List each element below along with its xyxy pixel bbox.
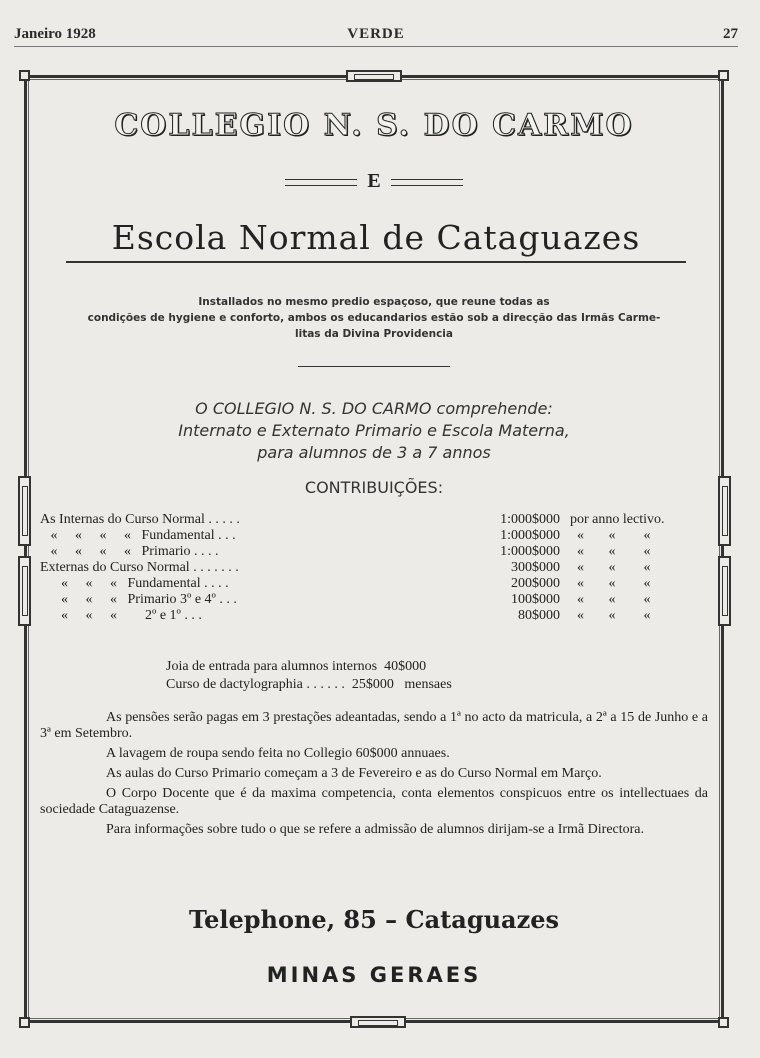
fee-description: « « « « Primario . . . . (40, 544, 219, 559)
information-paragraphs (40, 710, 708, 842)
intro-line: litas da Divina Providencia (295, 328, 453, 340)
info-paragraph: As pensões serão pagas em 3 prestações adeantadas, sendo a 1ª no acto da matricula, a 2ª a 15 de Junho e a 3ª em Setembro. (40, 710, 708, 741)
frame-corner-ornament (718, 1017, 729, 1028)
fee-row (40, 544, 708, 560)
fee-amount: 1:000$000 (500, 544, 560, 559)
extra-fee-line: Curso de dactylographia . . . . . . 25$000 mensaes (166, 677, 452, 692)
extra-fees (166, 658, 452, 694)
fee-amount: 1:000$000 (500, 512, 560, 527)
description-line: para alumnos de 3 a 7 annos (257, 443, 491, 462)
description-line: Internato e Externato Primario e Escola Materna, (178, 421, 570, 440)
intro-line: Installados no mesmo predio espaçoso, que reune todas as (198, 296, 550, 308)
telephone-line: Telephone, 85 – Cataguazes (188, 905, 560, 934)
frame-left-ornament (18, 556, 31, 626)
frame-bottom-ornament (350, 1016, 406, 1028)
title-connector: E (367, 170, 381, 192)
info-paragraph: As aulas do Curso Primario começam a 3 de Fevereiro e as do Curso Normal em Março. (106, 766, 602, 781)
fee-row (40, 576, 708, 592)
fee-amount: 200$000 (511, 576, 560, 591)
fee-period: « « « (570, 560, 651, 575)
college-title: COLLEGIO N. S. DO CARMO (114, 108, 634, 143)
extra-fee-line: Joia de entrada para alumnos internos 40$000 (166, 659, 427, 674)
frame-corner-ornament (19, 70, 30, 81)
fee-description: As Internas do Curso Normal . . . . . (40, 512, 240, 527)
state-name: MINAS GERAES (266, 963, 482, 987)
frame-top-ornament (346, 70, 402, 82)
fee-row (40, 528, 708, 544)
school-title: Escola Normal de Cataguazes (66, 218, 686, 263)
header-page-number: 27 (723, 26, 738, 42)
fee-description: « « « 2º e 1º . . . (40, 608, 202, 623)
fee-amount: 300$000 (511, 560, 560, 575)
fee-row (40, 512, 708, 528)
fee-period: « « « (570, 608, 651, 623)
info-paragraph: A lavagem de roupa sendo feita no Collegio 60$000 annuaes. (106, 746, 450, 761)
fee-row (40, 592, 708, 608)
fee-period: « « « (570, 592, 651, 607)
fee-amount: 1:000$000 (500, 528, 560, 543)
description-line: O COLLEGIO N. S. DO CARMO comprehende: (195, 399, 553, 418)
fee-description: « « « « Fundamental . . . (40, 528, 236, 543)
fee-row (40, 608, 708, 624)
intro-line: condições de hygiene e conforto, ambos os educandarios estão sob a direcção das Irmãs Carme- (87, 312, 661, 324)
fee-period: por anno lectivo. (570, 512, 665, 527)
fee-period: « « « (570, 528, 651, 543)
frame-right-ornament (718, 476, 731, 546)
double-rule-right (391, 179, 463, 186)
fee-amount: 100$000 (511, 592, 560, 607)
header-date: Janeiro 1928 (14, 26, 96, 42)
title-connector-row (40, 170, 708, 193)
fee-period: « « « (570, 576, 651, 591)
fee-period: « « « (570, 544, 651, 559)
frame-corner-ornament (718, 70, 729, 81)
info-paragraph: O Corpo Docente que é da maxima competencia, conta elementos conspicuos entre os intellectuaes da sociedade Cataguazense. (40, 786, 708, 817)
frame-corner-ornament (19, 1017, 30, 1028)
fee-amount: 80$000 (518, 608, 560, 623)
frame-left-ornament (18, 476, 31, 546)
fee-description: « « « Fundamental . . . . (40, 576, 229, 591)
frame-right-ornament (718, 556, 731, 626)
header-magazine-title: VERDE (347, 26, 405, 42)
page-header (14, 26, 738, 47)
fee-row (40, 560, 708, 576)
college-description (40, 398, 708, 464)
info-paragraph: Para informações sobre tudo o que se refere a admissão de alumnos dirijam-se a Irmã Directora. (106, 822, 645, 837)
contributions-heading: CONTRIBUIÇÕES: (304, 478, 444, 497)
intro-text (40, 294, 708, 342)
fee-description: « « « Primario 3º e 4º . . . (40, 592, 237, 607)
double-rule-left (285, 179, 357, 186)
separator-rule (298, 366, 450, 367)
fee-description: Externas do Curso Normal . . . . . . . (40, 560, 239, 575)
